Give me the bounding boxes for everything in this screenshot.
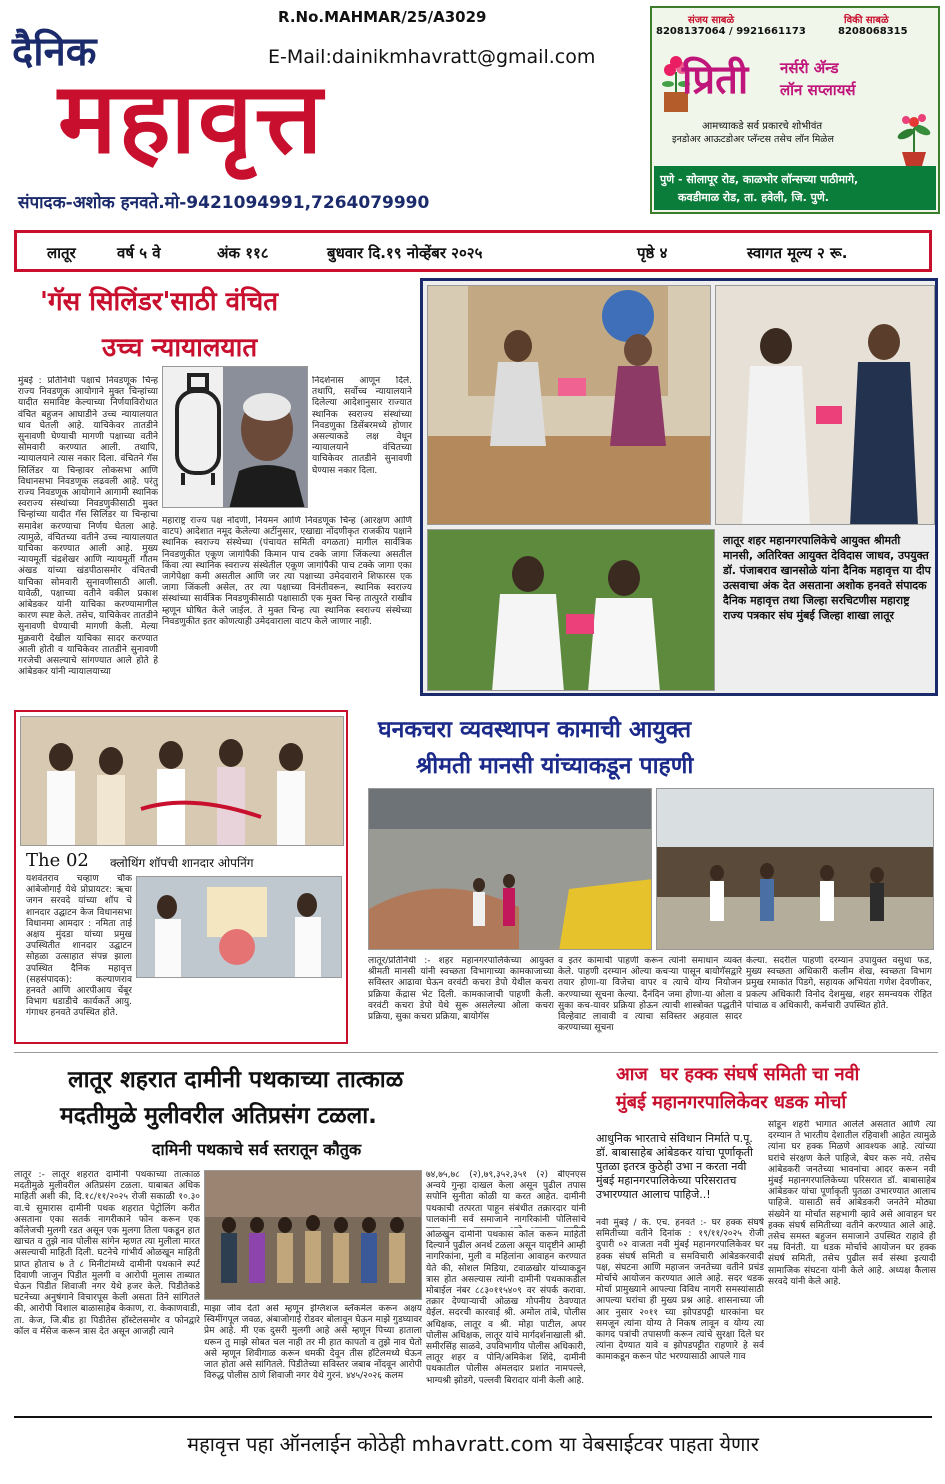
story2-photo-handover-2 bbox=[427, 529, 715, 691]
ad-brand-sub1: नर्सरी अ‍ॅन्ड bbox=[780, 59, 839, 77]
story6-col1: नवी मुंबई / के. एच. हनवते :- घर हक्क संघर्ष समितीच्या वतीने दिनांक : १९/११/२०२५ रोजी दुपारी ०२ वाजता नवी मुंबई महानगरपालिकेवर घर हक्क संघर्ष समिती व समविचारी आंबेडकरवादी पक्ष, संघटना आणि महाजन जनतेच्या वतीने प्रचंड मोर्चाचे आयोजन करण्यात आले आहे. सदर धडक मोर्चा प्रामुख्याने आपल्या विविध नागरी समस्यांसाठी आपल्या घरांचा ही मुख्य प्रश्न आहे. शासनाच्या जी आर नुसार २०११ च्या झोपडपट्टी धारकांना घर समजून त्यांना योग्य ते निकष लावून व योग्य त्या कागद पत्रांची तपासणी करून त्यांचे सुरक्षा दिले घर त्यांना देण्यात यावे व झोपडपट्टीत राहणारे हे सर्व कामाकडून करून पोट भरण्यासाठी आपले गाव bbox=[596, 1218, 764, 1363]
story1-col3: महाराष्ट्र राज्य पक्ष नोंदणी, नियमन आणि निवडणूक चिन्ह (आरक्षण आणि वाटप) आदेशात नमूद केलेल्या अटींनुसार, एखाद्या नोंदणीकृत राजकीय पक्षाने स्थानिक स्वराज्य संस्थेच्या (पंचायत समिती वगळता) मागील सार्वत्रिक निवडणुकीत एकूण जागांपैकी किमान पाच टक्के जागा जिंकल्या असतील किंवा त्या स्थानिक स्वराज्य संस्थेतील एकूण जागांपैकी पाच टक्के जागा एका जागेपेक्षा कमी असतील आणि जर त्या पक्षाच्या उमेदवाराने शिफारस एक जागा जिंकली असेल, तर त्या पक्षाच्या विनंतीवरून, स्थानिक स्वराज्य संस्थांच्या सार्वत्रिक निवडणुकीसाठी पक्षासाठी एक मुक्त चिन्ह तात्पुरते राखीव म्हणून घोषित केले जाईल. ते मुक्त चिन्ह त्या स्थानिक स्वराज्य संस्थेच्या निवडणुकीत इतर कोणत्याही उमेदवाराला वाटप केले जाणार नाही. bbox=[162, 516, 412, 627]
story3-headline: The 02 bbox=[26, 850, 89, 871]
story6-headline-2: मुंबई महानगरपालिकेवर धडक मोर्चा bbox=[616, 1092, 847, 1113]
issue-city: लातूर bbox=[47, 244, 76, 262]
story3-photo-opening bbox=[20, 716, 344, 846]
issue-price: स्वागत मूल्य २ रू. bbox=[747, 244, 848, 262]
story1-col1: मुंबई : प्रतिनिधी पक्षाचे निवडणूक चिन्ह राज्य निवडणूक आयोगाने मुक्त चिन्हांच्या यादीत समाविष्ट केल्याच्या निर्णयाविरोधात वंचित बहुजन आघाडीने उच्च न्यायालयात धाव घेतली आहे. याचिकेवर तातडीने सुनावणी घेण्याची मागणी पक्षाच्या वतीने सोमवारी करण्यात आली. तथापि, न्यायालयाने त्यास नकार दिला. वंचितने गॅस सिलिंडर या चिन्हावर लोकसभा आणि विधानसभा निवडणूक लढवली आहे. परंतु राज्य निवडणूक आयोगाने आगामी स्थानिक स्वराज्य संस्थांच्या निवडणुकीसाठी मुक्त चिन्हांच्या यादीत गॅस सिलिंडर या चिन्हाचा समावेश करण्याचा निर्णय घेतला आहे. त्यामुळे, वंचितच्या वतीने उच्च न्यायालयात याचिका करण्यात आली आहे. मुख्य न्यायमूर्ती चंद्रशेखर आणि न्यायमूर्ती गौतम अंखड यांच्या खंडपीठासमोर वंचितची याचिका सोमवारी सुनावणीसाठी आली. यावेळी, पक्षाच्या वतीने वकील प्रकाश आंबेडकर यांनी याचिका करण्यामागील कारण स्पष्ट केले. तसेच, याचिकेवर तातडीने सुनावणी घेण्याची मागणी केली. मेल्या मुक्रवारी देखील याचिका सादर करण्यात आली होती व याचिकेवर तातडीने सुनावणी गरजेची असल्याचे सांगण्यात आले होते हे आंबेडकर यांनी न्यायालयाच्या bbox=[18, 376, 158, 678]
story6-col2: सोडून शहरी भागात आलेले असतात आणि त्या दरम्यान ते भारतीय देशातील रहिवाशी आहेत त्यामुळे त्यांना घर हक्क मिळणे आवश्यक आहे. त्यांच्या घरांचे संरक्षण केले पाहिजे, बेघर करू नये. तसेच आंबेडकरी जनतेच्या भावनांचा आदर करून नवी मुंबई महानगरपालिकेच्या परिसरात डॉ. बाबासाहेब आंबेडकर यांचा पूर्णाकृती पुतळा उभारण्यात आलाच पाहिजे. यासाठी सर्व आंबेडकरी जनतेने मोठ्या संख्येने या मोर्चात सहभागी व्हावे असे आवाहन घर हक्क संघर्ष समितीच्या वतीने करण्यात आले आहे. तसेच समस्त बहुजन समाजाने उपस्थित राहावे ही नम्र विनंती. या धडक मोर्चाचे आयोजन घर हक्क संघर्ष समिती, तसेच पुढील सर्व संस्था इत्यादी सामाजिक संघटना यांनी केले आहे. अध्यक्ष कैलास सरवदे यांनी केले आहे. bbox=[768, 1120, 936, 1287]
story6-headline-1: आज घर हक्क संघर्ष समिती चा नवी bbox=[616, 1064, 860, 1085]
story2-photo-office bbox=[427, 285, 711, 525]
story1-photo bbox=[162, 366, 308, 508]
issue-pages: पृष्ठे ४ bbox=[637, 244, 668, 262]
story1-col2: निदर्शनास आणून दिले. तथापि, सर्वोच्च न्यायालयाने दिलेल्या आदेशानुसार राज्यात स्थानिक स्वराज्य संस्थांच्या निवडणुका डिसेंबरमध्ये होणार असल्याकडे लक्ष वेधून न्यायालयाने वंचितच्या याचिकेवर तातडीने सुनावणी घेण्यास नकार दिला. bbox=[312, 376, 412, 476]
issue-number: अंक ११८ bbox=[217, 244, 269, 262]
footer-text: महावृत्त पहा ऑनलाईन कोठेही mhavratt.com या वेबसाईटवर पाहता येणार bbox=[187, 1431, 759, 1456]
story5-photo-team bbox=[204, 1170, 422, 1300]
ad-name-2: विकी साबळे bbox=[844, 15, 889, 26]
ad-address-box bbox=[654, 166, 936, 210]
section-divider bbox=[14, 1052, 938, 1053]
ad-phone-1: 8208137064 / 9921661173 bbox=[656, 26, 806, 37]
story4-col2: व इतर कामाची पाहणी करून त्यांनी समाधान व्यक्त केले. पाहणी दरम्यान ओल्या कचऱ्या पासून बायोगॅसद्वारे तयार होणा-या विजेचा वापर व त्याचे योग्य नियोजन करण्याच्या सूचना केल्या. दैनंदिन जमा होणा-या ओला व सुका कच-यावर प्रक्रिया होऊन त्याची शास्त्रोक्त पद्धतीने विल्हेवाट लावावी व त्याचा सविस्तर अहवाल सादर करण्याच्या सूचना bbox=[558, 956, 742, 1034]
nursery-ad bbox=[650, 6, 940, 214]
masthead-email: E-Mail:dainikmhavratt@gmail.com bbox=[268, 46, 596, 68]
issue-date: बुधवार दि.१९ नोव्हेंबर २०२५ bbox=[327, 244, 483, 262]
story5-headline-1: लातूर शहरात दामीनी पथकाच्या तात्काळ bbox=[68, 1067, 404, 1093]
ad-phone-2: 8208068315 bbox=[838, 26, 908, 37]
story2-photo-handover-1 bbox=[715, 285, 935, 525]
story-gas-cylinder bbox=[14, 280, 414, 700]
story3-photo-guests bbox=[136, 876, 342, 978]
masthead-reg-no: R.No.MAHMAR/25/A3029 bbox=[278, 8, 487, 26]
ad-brand-sub2: लॉन सप्लायर्स bbox=[780, 81, 856, 99]
story5-headline-2: मदतीमुळे मुलीवरील अतिप्रसंग टळला. bbox=[60, 1103, 377, 1129]
footer-banner bbox=[14, 1416, 932, 1468]
story4-col3: केल्या. सदरील पाहणी दरम्यान उपायुक्त वसुधा फड, मुख्य स्वच्छता अधिकारी कलीम शेख, स्वच्छता विभाग प्रमुख रमाकांत पिडगे, सहायक अभियंता गणेश देवणीकर, प्रकल्प अधिकारी विनोद देशमुख, शहर समन्वयक रोहित पांचाळ व अधिकारी, कर्मचारी उपस्थित होते. bbox=[746, 956, 932, 1011]
story4-photo-shed bbox=[368, 788, 652, 950]
story5-col1: लातूर :- लातूर शहरात दामीनी पथकाच्या तात्काळ मदतीमुळे मुलीवरील अतिप्रसंग टळला. याबाबत अधिक माहिती अशी की, दि.१८/११/२०२५ रोजी सकाळी १०.३० वा.चे सुमारास दामीनी पथक शहरात पेट्रोलिंग करीत असताना एका सतर्क नागरीकाने फोन करून एक कॉलेजची मुलगी रडत असून एक मुलगा तिला पकडून हात खाचत व तुझे नाव पोलीस सांगेन म्हणत त्या मुलीला मारत असल्याची माहिती दिली. घटनेचे गांभीर्य ओळखून माहिती प्राप्त होताच ७ ते ८ मिनीटांमध्ये दामीनी पथकाने स्पर्ट दिवाणी जाजुन पिडीत मुलगी व आरोपी मुलास ताब्यात घेऊन पिडीत शिवाजी नगर येथे हजर केले. पिडीतेकडे घटनेच्या अनुषंगाने विचारपूस केली असता तिने सांगितले की, आरोपी विशाल बाळासाहेब केकाण, रा. केकाणवाडी, ता. केज, जि.बीड हा पिडीतेस हॉस्टेलसमोर व फोनद्वारे कॉल व मॅसेज करून त्रास देत असून आजही त्याने bbox=[14, 1170, 200, 1337]
story6-intro: आधुनिक भारताचे संविधान निर्माते प.पू. डॉ. बाबासाहेब आंबेडकर यांचा पूर्णाकृती पुतळा इतरत्र कुठेही उभा न करता नवी मुंबई महानगरपालिकेच्या परिसरातच उभारण्यात आलाच पाहिजे..! bbox=[596, 1132, 753, 1201]
story-commissioner-photos bbox=[420, 278, 938, 696]
story-damini-squad bbox=[14, 1058, 590, 1408]
ad-tag-2: इनडोअर आऊटडोअर प्लॅन्टस तसेच लॉन मिळेल bbox=[672, 134, 834, 145]
masthead bbox=[0, 0, 640, 222]
issue-bar bbox=[14, 230, 932, 272]
story4-col1: लातूर/प्रतिनिधी :- शहर महानगरपालिकेच्या आयुक्त श्रीमती मानसी यांनी स्वच्छता विभागाच्या कामकाजाच्या सविस्तर आढावा घेऊन वरवंटी कचरा डेपो येथील कचरा प्रक्रिया केंद्रास भेट दिली. कामकाजाची पाहणी केली. वरवंटी कचरा डेपो येथे सुरू असलेल्या ओला कचरा प्रक्रिया, सुका कचरा प्रक्रिया, बायोगॅस bbox=[368, 956, 554, 1023]
ad-tag-1: आमच्याकडे सर्व प्रकारचे शोभीवंत bbox=[702, 121, 823, 132]
story1-headline-2: उच्च न्यायालयात bbox=[102, 333, 258, 363]
story3-body-tail bbox=[136, 980, 342, 1040]
story3-body: यशवंतराव चव्हाण चौक आंबेजोगाई येथे प्रोप्रायटर: ऋचा जगन सरवदे यांच्या शॉप चे शानदार उद्घाटन केज विधानसभा विधानमा आमदार : नमिता ताई अक्षय मुंदडा यांच्या प्रमुख उपस्थितीत शानदार उद्घाटन सोहळा उत्साहात संपन्न झाला उपस्थित दैनिक महावृत्त (सहसंपादक): कल्याणराव हनवते आणि आरपीआय चेंबूर विभाग धडाडीचे कार्यकर्ते आयु. गंगाधर हनवते उपस्थित होते. bbox=[26, 874, 132, 1019]
story-waste-management bbox=[356, 706, 938, 1046]
story4-headline-2: श्रीमती मानसी यांच्याकडून पाहणी bbox=[416, 753, 694, 779]
story3-headline-2: क्लोथिंग शॉपची शानदार ओपनिंग bbox=[110, 856, 254, 870]
story4-photo-site bbox=[656, 788, 934, 950]
story5-col3: ७४,७५,७८ (२),७९,३५२,३५१ (२) बीएनएस अन्वये गुन्हा दाखल केला असून पुढील तपास सपोनि सुनीता कोळी या करत आहेत. दामीनी पथकाची तत्परता पाहून संबंधीत तक्रारदार यांनी पालकांनी सर्व समाजाने नागरिकांनी पोलिसांचे bbox=[426, 1170, 586, 1225]
story5-col2: माझा जीव देतो असे म्हणून इंग्लिशज ब्लॅकमेल करून अक्षय स्विमींगपूल जवळ, अंबाजोगाई रोडवर बोलावून घेऊन माझे गुडघ्यावर प्रेम आहे. मी एक दुसरी मुलगी आहे असे म्हणून पिच्या हाताला धरून तु माझे सोबत चल नाही तर मी हात कापतो व तुझे नाव घेतो असे म्हणून शिवीगाळ करून धमकी देवून तीस हॉटेलमध्ये घेऊन जात होता असे सांगितले. पिडीतेच्या सविस्तर जबाब नोंदवून आरोपी विरुद्ध पोलीस ठाणे शिवाजी नगर येथे गुरनं. ४४५/२०२६ कलम bbox=[204, 1304, 422, 1382]
ad-address-1: पुणे - सोलापूर रोड, काळभोर लॉन्सच्या पाठीमागे, bbox=[660, 173, 859, 186]
story1-headline-1: 'गॅस सिलिंडर'साठी वंचित bbox=[40, 287, 279, 317]
issue-year: वर्ष ५ वे bbox=[117, 244, 161, 262]
ad-name-1: संजय साबळे bbox=[688, 15, 735, 26]
story-shop-opening bbox=[14, 710, 348, 1044]
masthead-editor-line: संपादक-अशोक हनवते.मो-9421094991,7264079990 bbox=[18, 193, 430, 213]
story2-caption: लातूर शहर महानगरपालिकेचे आयुक्त श्रीमती मानसी, अतिरिक्त आयुक्त देविदास जाधव, उपयुक्त डॉ. पंजाबराव खानसोळे यांना दैनिक महावृत्त या दीप उत्सवाचा अंक देत असताना अशोक हनवते संपादक दैनिक महावृत्त तथा जिल्हा सरचिटणीस महाराष्ट्र राज्य पत्रकार संघ मुंबई जिल्हा शाखा लातूर bbox=[723, 534, 931, 622]
story-navi-mumbai-morcha bbox=[592, 1058, 938, 1408]
story4-headline-1: घनकचरा व्यवस्थापन कामाची आयुक्त bbox=[378, 717, 692, 743]
story5-subhead: दामिनी पथकाचे सर्व स्तरातून कौतुक bbox=[152, 1140, 362, 1159]
ad-brand: प्रिती bbox=[682, 57, 749, 103]
ad-address-2: कवडीमाळ रोड, ता. हवेली, जि. पुणे. bbox=[678, 191, 829, 204]
plant-icon bbox=[892, 108, 936, 168]
story5-col4: ओळखुन दामीनी पथकास कॉल करून माहिती दिल्याने पुढील अनर्थ टळला असून यादृष्टीने आम्ही नागरिकांना, मुली व महिलांना आवाहन करण्यात येते की, सोशल मिडिया, टवाळखोर यांच्याकडून त्रास होत असल्यास त्यांनी दामीनी पथकाकडील मोबाईल नंबर ८८३०११५४०९ वर संपर्क करावा. तक्रार देण्याऱ्याची ओळख गोपनीय ठेवण्यात येईल. सदरची कारवाई श्री. अमोल तांबे, पोलीस अधिक्षक, लातूर व श्री. मोहा पाटील, अपर पोलीस अधिक्षक, लातूर यांचे मार्गदर्शनाखाली श्री. समीरसिंह साळवे, उपविभागीय पोलीस अधिकारी, लातूर शहर व पोनि/अमिकेश शिंदे, दामीनी पथकातील पोलीस अंमलदार प्रशांत नामपल्ले, भाग्यश्री झोडगे, पल्लवी बिरादार यांनी केली आहे. bbox=[426, 1230, 586, 1386]
masthead-daily: दैनिक bbox=[12, 29, 97, 75]
masthead-name: महावृत्त bbox=[58, 62, 325, 176]
